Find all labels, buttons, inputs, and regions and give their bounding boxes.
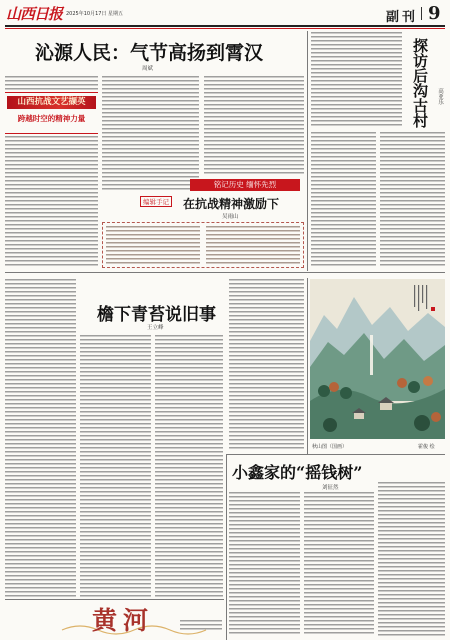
- section-name: 副刊: [386, 10, 419, 25]
- series-subtitle: 跨越时空的精神力量: [17, 114, 86, 123]
- editor-note-label: 编辑手记: [140, 196, 172, 207]
- body-text-column: [5, 136, 98, 268]
- article-title-xiaoxin: 小鑫家的“摇钱树”: [232, 463, 363, 482]
- editor-note-text: [206, 226, 300, 264]
- section-divider: [226, 454, 445, 455]
- body-text-column: [304, 492, 374, 636]
- article-author-hougou: 高亚乐: [437, 88, 443, 105]
- newspaper-logo: 山西日报: [6, 5, 63, 23]
- body-text-column: [5, 76, 98, 90]
- supplement-name: 黄河: [92, 606, 155, 635]
- editor-note-text: [106, 226, 200, 264]
- body-text-column: [102, 76, 199, 190]
- memorial-banner: 铭记历史 缅怀先烈: [190, 179, 300, 191]
- header-separator: [421, 7, 422, 20]
- body-text-column: [80, 335, 151, 597]
- page-number: 9: [428, 3, 441, 24]
- column-divider: [307, 278, 308, 454]
- body-text-column: [311, 32, 402, 128]
- article-title-kangzhan: 在抗战精神激励下: [183, 197, 280, 211]
- body-text-column: [311, 132, 376, 268]
- article-author-kangzhan: 吴雨山: [222, 214, 239, 220]
- body-text-column: [155, 335, 223, 597]
- section-divider: [5, 272, 445, 273]
- article-title-qinyuan: 沁源人民：气节高扬到霄汉: [35, 42, 264, 64]
- body-text-column: [380, 132, 445, 268]
- editor-credit-text: [180, 620, 222, 632]
- series-banner: 山西抗战文艺撷英: [7, 96, 96, 109]
- body-text-column: [229, 492, 300, 636]
- header-rule-red: [5, 28, 445, 29]
- footer-rule: [5, 599, 224, 600]
- body-text-column: [378, 482, 445, 636]
- painting: [310, 279, 445, 439]
- column-divider: [307, 31, 308, 271]
- landscape-painting: [310, 279, 445, 439]
- body-text-column: [204, 76, 304, 176]
- article-author-yanxia: 王立峰: [147, 325, 164, 331]
- article-author-xiaoxin: 刘征然: [322, 485, 339, 491]
- article-title-hougou: 探访后沟古村: [411, 38, 429, 128]
- issue-date: 2025年10月17日 星期五: [66, 11, 124, 17]
- article-title-yanxia: 檐下青苔说旧事: [97, 305, 216, 325]
- column-divider: [226, 455, 227, 640]
- article-author-qinyuan: 周斌: [142, 66, 154, 72]
- painting-artist: 霍俊 绘: [418, 444, 435, 450]
- body-text-column: [229, 279, 304, 451]
- header-rule: [5, 25, 445, 27]
- body-text-column: [5, 279, 76, 597]
- painting-title: 秋山图（国画）: [312, 444, 348, 450]
